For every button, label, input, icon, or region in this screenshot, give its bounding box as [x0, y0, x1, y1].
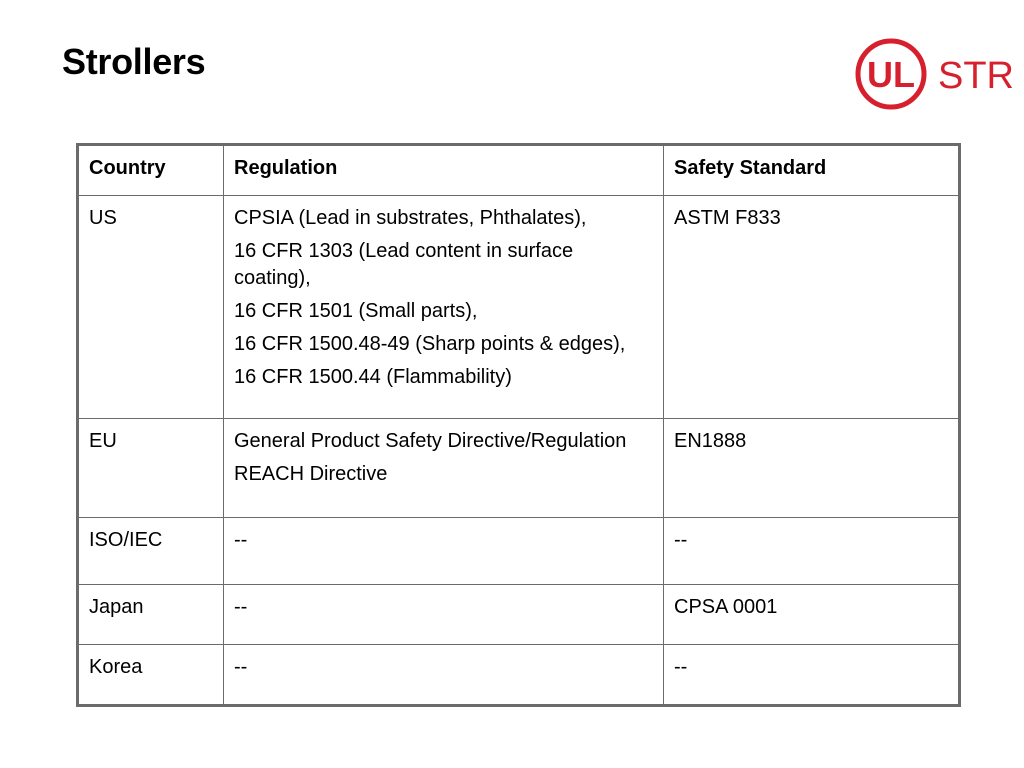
cell-standard: --: [664, 645, 960, 706]
logo-text: STR: [938, 55, 1014, 97]
regulation-line: 16 CFR 1500.48-49 (Sharp points & edges),: [234, 333, 626, 355]
cell-country: ISO/IEC: [78, 518, 224, 585]
cell-country: US: [78, 196, 224, 419]
table-header-row: [78, 145, 960, 196]
cell-regulation: [224, 196, 664, 419]
cell-regulation: [224, 645, 664, 706]
table-row-korea: [78, 645, 960, 706]
cell-standard: --: [664, 518, 960, 585]
regulation-line: 16 CFR 1303 (Lead content in surface coating),: [234, 240, 574, 289]
regulation-line: --: [234, 529, 248, 551]
table-row-japan: [78, 585, 960, 645]
cell-regulation: [224, 419, 664, 518]
table-row-us: [78, 196, 960, 419]
regulation-line: 16 CFR 1501 (Small parts),: [234, 300, 478, 322]
cell-country: EU: [78, 419, 224, 518]
regulation-line: General Product Safety Directive/Regulation: [234, 430, 627, 452]
ul-logo-icon: [854, 36, 1018, 120]
regulation-line: --: [234, 596, 248, 618]
cell-regulation: [224, 585, 664, 645]
cell-standard: ASTM F833: [664, 196, 960, 419]
cell-standard: EN1888: [664, 419, 960, 518]
header-country: Country: [78, 145, 224, 196]
table-row-eu: [78, 419, 960, 518]
page-title: Strollers: [62, 41, 206, 82]
regulation-line: REACH Directive: [234, 463, 388, 485]
regulation-table: [76, 143, 961, 707]
regulation-line: 16 CFR 1500.44 (Flammability): [234, 366, 512, 388]
regulation-line: CPSIA (Lead in substrates, Phthalates),: [234, 207, 587, 229]
cell-country: Korea: [78, 645, 224, 706]
cell-standard: CPSA 0001: [664, 585, 960, 645]
cell-country: Japan: [78, 585, 224, 645]
logo-mark: UL: [867, 54, 915, 95]
regulation-line: --: [234, 656, 248, 678]
regulation-table-container: [76, 143, 958, 707]
header-regulation: Regulation: [224, 145, 664, 196]
ul-str-logo: [854, 36, 1018, 120]
cell-regulation: [224, 518, 664, 585]
header-safety-standard: Safety Standard: [664, 145, 960, 196]
table-row-iso-iec: [78, 518, 960, 585]
